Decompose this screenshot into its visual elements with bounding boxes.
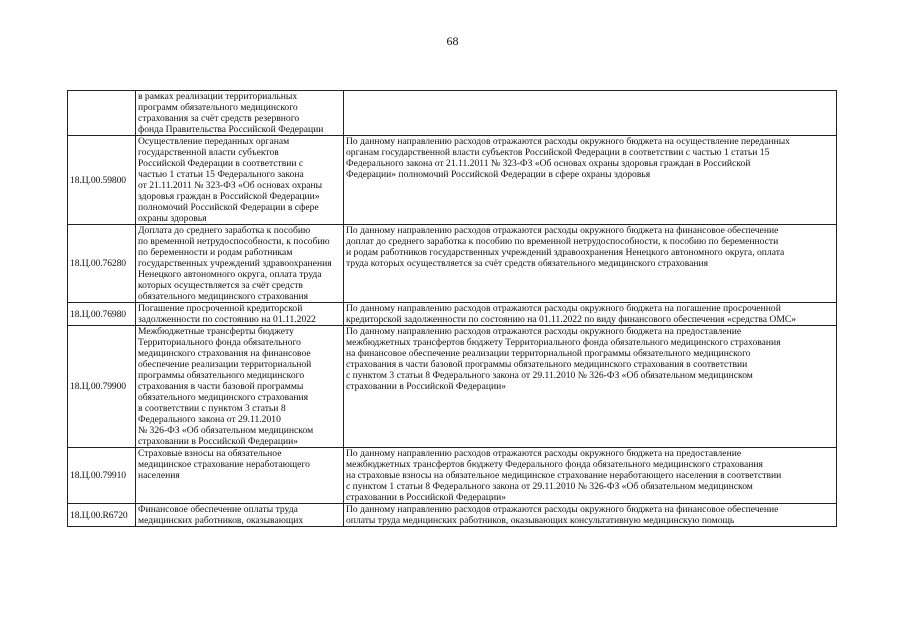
expense-description-line: Федерации» полномочий Российской Федерации в сфере охраны здоровья (346, 169, 651, 180)
expense-name-line: по беременности и родам работникам (138, 247, 293, 258)
expense-name-cell (136, 448, 344, 504)
expense-description-cell (344, 303, 837, 326)
expense-name-line: охраны здоровья (138, 213, 207, 224)
expense-description-line: органам государственной власти субъектов Российской Федерации в соответствии с частью 1 статьи 15 (346, 147, 770, 158)
expense-description-cell (344, 326, 837, 448)
expense-description-cell (344, 136, 837, 225)
expense-name-line: Доплата до среднего заработка к пособию (138, 225, 311, 236)
budget-code-cell: 18.Ц.00.R6720 (68, 504, 136, 527)
expense-description-line: страховании в Российской Федерации» (346, 492, 507, 503)
expense-description-line: По данному направлению расходов отражаются расходы окружного бюджета на финансовое обеспечение (346, 504, 779, 515)
expense-name-line: Финансовое обеспечение оплаты труда (138, 504, 298, 515)
table-row (68, 136, 837, 225)
expense-name-cell (136, 303, 344, 326)
expense-name-line: частью 1 статьи 15 Федерального закона (138, 169, 304, 180)
expense-name-line: программы обязательного медицинского (138, 370, 305, 381)
expense-name-line: Российской Федерации в соответствии с (138, 158, 304, 169)
budget-code-cell: 18.Ц.00.76980 (68, 303, 136, 326)
expense-description-line: межбюджетных трансфертов бюджету Территориального фонда обязательного медицинского страхования (346, 337, 781, 348)
expense-name-line: Территориального фонда обязательного (138, 337, 301, 348)
expense-name-cell (136, 91, 344, 136)
expense-name-line: которых осуществляется за счёт средств (138, 280, 303, 291)
expense-name-line: полномочий Российской Федерации в сфере (138, 202, 319, 213)
expense-description-line: страхования в части базовой программы обязательного медицинского страхования в соответствии (346, 359, 748, 370)
expense-name-line: медицинское страхование неработающего (138, 459, 310, 470)
expense-description-line: По данному направлению расходов отражаются расходы окружного бюджета на погашение просроченной (346, 303, 781, 314)
expense-description-cell (344, 448, 837, 504)
table-row (68, 504, 837, 527)
expense-name-line: медицинских работников, оказывающих (138, 515, 304, 526)
expense-name-line: по временной нетрудоспособности, к пособию (138, 236, 330, 247)
expense-name-line: задолженности по состоянию на 01.11.2022 (138, 314, 316, 325)
expense-description-line: По данному направлению расходов отражаются расходы окружного бюджета на предоставление (346, 448, 742, 459)
expense-description-line: По данному направлению расходов отражаются расходы окружного бюджета на финансовое обеспечение (346, 225, 779, 236)
table-row (68, 91, 837, 136)
expense-name-line: в рамках реализации территориальных (138, 91, 298, 102)
expense-description-line: кредиторской задолженности по состоянию на 01.11.2022 по виду финансового обеспечения «средства ОМС» (346, 314, 797, 325)
expense-description-line: и родам работников государственных учреждений здравоохранения Ненецкого автономного округа, оплата (346, 247, 785, 258)
table-row (68, 448, 837, 504)
expense-name-line: программ обязательного медицинского (138, 102, 298, 113)
expense-name-line: страхования за счёт средств резервного (138, 113, 300, 124)
expense-name-line: государственных учреждений здравоохранения (138, 258, 332, 269)
budget-code-cell: 18.Ц.00.76280 (68, 225, 136, 303)
expense-name-line: обязательного медицинского страхования (138, 291, 309, 302)
expense-description-line: с пунктом 1 статьи 8 Федерального закона от 29.11.2010 № 326-ФЗ «Об обязательном медицинском (346, 481, 753, 492)
expense-description-line: труда которых осуществляется за счёт средств обязательного медицинского страхования (346, 258, 709, 269)
expense-name-line: Осуществление переданных органам (138, 136, 290, 147)
expense-description-cell (344, 504, 837, 527)
page-number: 68 (446, 34, 459, 48)
expense-description-line: доплат до среднего заработка к пособию по временной нетрудоспособности, к пособию по беременности (346, 236, 779, 247)
expense-description-cell (344, 225, 837, 303)
expense-description-line: на финансовое обеспечение реализации территориальной программы обязательного медицинского (346, 348, 751, 359)
expense-name-line: государственной власти субъектов (138, 147, 279, 158)
expense-name-line: медицинского страхования на финансовое (138, 348, 311, 359)
budget-code-cell (68, 91, 136, 136)
expense-description-line: страховании в Российской Федерации» (346, 381, 507, 392)
expense-description-line: с пунктом 3 статьи 8 Федерального закона от 29.11.2010 № 326-ФЗ «Об обязательном медицинском (346, 370, 753, 381)
expense-name-line: № 326-ФЗ «Об обязательном медицинском (138, 425, 314, 436)
budget-code-cell: 18.Ц.00.59800 (68, 136, 136, 225)
expense-name-line: Федерального закона от 29.11.2010 (138, 414, 281, 425)
expense-name-cell (136, 504, 344, 527)
budget-code-cell: 18.Ц.00.79900 (68, 326, 136, 448)
expense-name-line: фонда Правительства Российской Федерации (138, 124, 324, 135)
table-row (68, 326, 837, 448)
expense-name-line: Страховые взносы на обязательное (138, 448, 282, 459)
expense-name-line: населения (138, 470, 180, 481)
expense-name-line: Погашение просроченной кредиторской (138, 303, 303, 314)
table-row (68, 225, 837, 303)
expense-name-line: обязательного медицинского страхования (138, 392, 309, 403)
budget-code-cell: 18.Ц.00.79910 (68, 448, 136, 504)
expense-name-line: от 21.11.2011 № 323-ФЗ «Об основах охраны (138, 180, 323, 191)
expense-description-line: По данному направлению расходов отражаются расходы окружного бюджета на предоставление (346, 326, 742, 337)
expense-description-line: на страховые взносы на обязательное медицинское страхование неработающего населения в соответствии (346, 470, 782, 481)
expense-name-line: Ненецкого автономного округа, оплата труда (138, 269, 322, 280)
expense-description-line: межбюджетных трансфертов бюджету Федерального фонда обязательного медицинского страхования (346, 459, 763, 470)
expense-description-line: Федерального закона от 21.11.2011 № 323-ФЗ «Об основах охраны здоровья граждан в Российской (346, 158, 751, 169)
expense-description-cell (344, 91, 837, 136)
table-body (68, 91, 837, 527)
expense-name-cell (136, 136, 344, 225)
expense-name-line: страхования в части базовой программы (138, 381, 304, 392)
expense-name-line: здоровья граждан в Российской Федерации» (138, 191, 320, 202)
expense-name-cell (136, 326, 344, 448)
expense-name-line: обеспечение реализации территориальной (138, 359, 312, 370)
expense-name-line: Межбюджетные трансферты бюджету (138, 326, 294, 337)
budget-codes-table (67, 90, 837, 527)
expense-name-cell (136, 225, 344, 303)
expense-description-line: оплаты труда медицинских работников, оказывающих консультативную медицинскую помощь (346, 515, 735, 526)
table-row (68, 303, 837, 326)
expense-description-line: По данному направлению расходов отражаются расходы окружного бюджета на осуществление переданных (346, 136, 790, 147)
expense-name-line: в соответствии с пунктом 3 статьи 8 (138, 403, 286, 414)
expense-name-line: страховании в Российской Федерации» (138, 436, 299, 447)
